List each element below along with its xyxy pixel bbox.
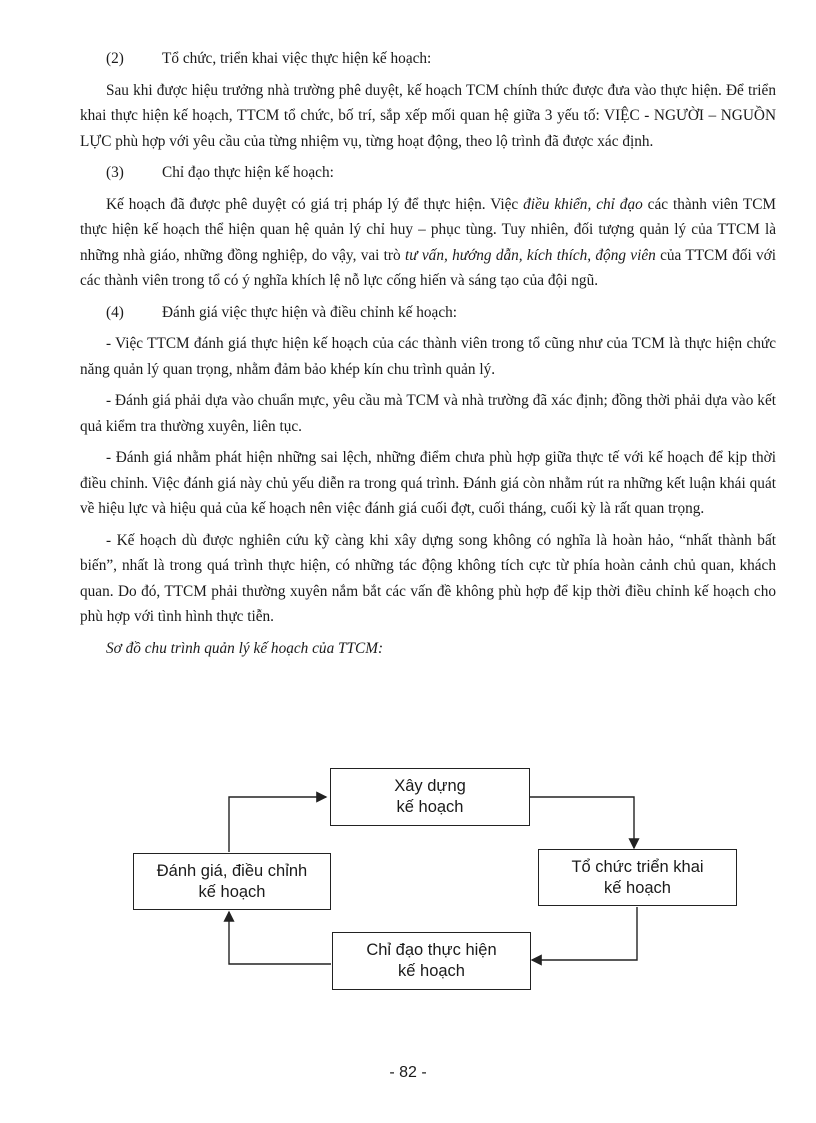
box-plan-build-line2: kế hoạch <box>396 798 464 816</box>
section-2-number: (2) <box>106 50 124 67</box>
box-plan-evaluate-line1: Đánh giá, điều chỉnh <box>156 861 308 880</box>
section-2-paragraph: Sau khi được hiệu trưởng nhà trường phê duyệt, kế hoạch TCM chính thức được đưa vào thực hiện. Để triển khai thực hiện kế hoạch, TTCM tổ chức, bố trí, sắp xếp mối quan hệ giữa 3 yếu tố: VIỆC - NGƯỜI – NGUỒN LỰC phù hợp với yêu cầu của từng nhiệm vụ, từng hoạt động, theo lộ trình đã được xác định. <box>80 81 776 150</box>
section-4-number: (4) <box>106 303 124 321</box>
s3-italic-1: điều khiển, chỉ đạo <box>523 195 643 213</box>
box-plan-organize-line2: kế hoạch <box>604 878 671 897</box>
arrow-right-to-bottom <box>532 907 637 960</box>
section-2-title: Tổ chức, triển khai việc thực hiện kế hoạch: <box>162 50 432 67</box>
arrow-top-to-right <box>530 797 634 848</box>
section-4-heading <box>80 300 776 326</box>
arrow-bottom-to-left <box>229 912 331 964</box>
section-4-bullet: - Đánh giá nhằm phát hiện những sai lệch, những điểm chưa phù hợp giữa thực tế với kế hoạch để kịp thời điều chỉnh. Việc đánh giá này chủ yếu diễn ra trong quá trình. Đánh giá còn nhằm rút ra những kết luận khái quát về hiệu lực và hiệu quả của kế hoạch nên việc đánh giá cuối đợt, cuối tháng, cuối kỳ là rất quan trọng. <box>80 449 776 517</box>
section-4-bullet: - Kế hoạch dù được nghiên cứu kỹ càng khi xây dựng song không có nghĩa là hoàn hảo, “nhất thành bất biến”, nhất là trong quá trình thực hiện, có những tác động không tích cực từ phía hoàn cảnh chủ quan, khách quan. Do đó, TTCM phải thường xuyên nắm bắt các vấn đề không phù hợp để kịp thời điều chỉnh kế hoạch cho phù hợp với tình hình thực tiễn. <box>80 531 776 625</box>
box-plan-evaluate <box>133 853 331 910</box>
s3-italic-2: tư vấn, hướng dẫn, kích thích, động viên <box>404 246 656 264</box>
section-3-paragraph <box>80 192 776 294</box>
box-plan-build-line1: Xây dựng <box>394 777 466 795</box>
box-plan-direct-line2: kế hoạch <box>398 962 465 980</box>
s3-text-1: Kế hoạch đã được phê duyệt có giá trị pháp lý để thực hiện. Việc <box>106 195 524 213</box>
diagram-caption: Sơ đồ chu trình quản lý kế hoạch của TTCM: <box>106 639 384 657</box>
box-plan-evaluate-line2: kế hoạch <box>198 882 266 901</box>
section-3-heading <box>80 160 776 186</box>
box-plan-organize-line1: Tổ chức triển khai <box>571 857 704 876</box>
page-number: - 82 - <box>389 1064 427 1081</box>
box-plan-direct <box>332 932 531 990</box>
section-2-heading <box>80 46 776 72</box>
s3-text-3: của TTCM đối với các thành viên trong tổ có ý nghĩa khích lệ nỗ lực cống hiến và sáng tạo của đội ngũ. <box>80 246 776 289</box>
box-plan-direct-line1: Chỉ đạo thực hiện <box>366 941 497 959</box>
section-4-bullet: - Đánh giá phải dựa vào chuẩn mực, yêu cầu mà TCM và nhà trường đã xác định; đồng thời phải dựa vào kết quả kiểm tra thường xuyên, liên tục. <box>80 392 776 435</box>
arrow-left-to-top <box>229 797 326 852</box>
box-plan-build <box>330 768 530 826</box>
page-body <box>80 46 776 667</box>
box-plan-organize <box>538 849 737 906</box>
section-4-bullet: - Việc TTCM đánh giá thực hiện kế hoạch của các thành viên trong tổ cũng như của TCM là thực hiện chức năng quản lý quan trọng, nhằm đảm bảo khép kín chu trình quản lý. <box>80 335 776 378</box>
section-3-number: (3) <box>106 164 124 181</box>
section-4-title: Đánh giá việc thực hiện và điều chỉnh kế hoạch: <box>162 303 458 321</box>
section-3-title: Chỉ đạo thực hiện kế hoạch: <box>162 164 334 181</box>
s3-text-2: các thành viên TCM thực hiện kế hoạch thể hiện quan hệ quản lý chỉ huy – phục tùng. Tuy nhiên, đối tượng quản lý của TTCM là những nhà giáo, những đồng nghiệp, do vậy, vai trò <box>80 195 776 264</box>
